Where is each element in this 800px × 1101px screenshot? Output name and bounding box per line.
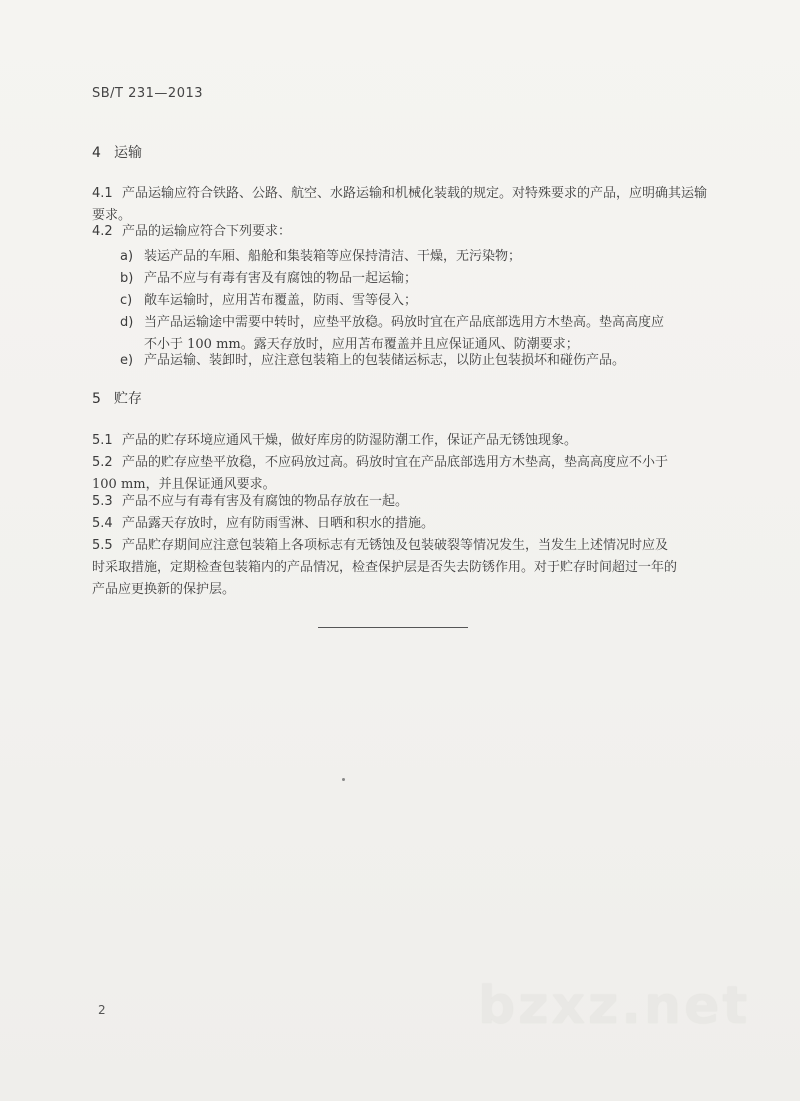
section-4-heading <box>92 142 142 162</box>
item-letter: d) <box>120 315 134 330</box>
list-item-e <box>120 350 710 372</box>
item-text: 装运产品的车厢、船舱和集装箱等应保持清洁、干燥，无污染物； <box>144 249 522 264</box>
end-of-text-rule <box>318 627 468 628</box>
clause-text-continued: 产品应更换新的保护层。 <box>92 582 236 597</box>
clause-text-continued: 时采取措施，定期检查包装箱内的产品情况，检查保护层是否失去防锈作用。对于贮存时间超过一年的 <box>92 560 678 575</box>
clause-number: 5.2 <box>92 455 113 470</box>
clause-5-3 <box>92 491 712 513</box>
clause-4-2 <box>92 221 712 243</box>
clause-text: 产品的运输应符合下列要求： <box>122 224 292 239</box>
item-text: 产品运输、装卸时，应注意包装箱上的包装储运标志，以防止包装损坏和碰伤产品。 <box>144 353 626 368</box>
clause-number: 5.3 <box>92 494 113 509</box>
list-item-c <box>120 290 710 312</box>
clause-5-1 <box>92 430 712 452</box>
item-text: 当产品运输途中需要中转时，应垫平放稳。码放时宜在产品底部选用方木垫高。垫高高度应 <box>144 315 665 330</box>
section-title: 运输 <box>114 145 142 161</box>
section-number: 4 <box>92 145 101 161</box>
clause-number: 5.1 <box>92 433 113 448</box>
clause-text: 产品贮存期间应注意包装箱上各项标志有无锈蚀及包装破裂等情况发生，当发生上述情况时应及 <box>122 538 669 553</box>
clause-number: 5.5 <box>92 538 113 553</box>
clause-text: 产品运输应符合铁路、公路、航空、水路运输和机械化装载的规定。对特殊要求的产品，应明确其运输要求。 <box>92 186 708 223</box>
section-5-heading <box>92 388 142 408</box>
item-letter: c) <box>120 293 133 308</box>
section-number: 5 <box>92 391 101 407</box>
clause-text: 产品的贮存环境应通风干燥，做好库房的防湿防潮工作，保证产品无锈蚀现象。 <box>122 433 578 448</box>
item-text: 敞车运输时，应用苫布覆盖，防雨、雪等侵入； <box>144 293 418 308</box>
page-number: 2 <box>98 1003 106 1017</box>
clause-text: 产品露天存放时，应有防雨雪淋、日晒和积水的措施。 <box>122 516 435 531</box>
section-title: 贮存 <box>114 391 142 407</box>
item-text-continued: 不小于 100 mm。露天存放时，应用苫布覆盖并且应保证通风、防潮要求； <box>144 337 579 352</box>
clause-5-2 <box>92 452 712 496</box>
item-letter: b) <box>120 271 134 286</box>
watermark: bzxz.net <box>478 976 751 1036</box>
list-item-b <box>120 268 710 290</box>
item-letter: e) <box>120 353 134 368</box>
scan-speck <box>342 778 345 781</box>
clause-5-4 <box>92 513 712 535</box>
clause-number: 4.2 <box>92 224 113 239</box>
clause-number: 4.1 <box>92 186 113 201</box>
clause-text-continued: 100 mm，并且保证通风要求。 <box>92 477 276 492</box>
item-text: 产品不应与有毒有害及有腐蚀的物品一起运输； <box>144 271 418 286</box>
clause-text: 产品的贮存应垫平放稳，不应码放过高。码放时宜在产品底部选用方木垫高，垫高高度应不小于 <box>122 455 669 470</box>
clause-text: 产品不应与有毒有害及有腐蚀的物品存放在一起。 <box>122 494 409 509</box>
document-code: SB/T 231—2013 <box>92 86 204 101</box>
clause-number: 5.4 <box>92 516 113 531</box>
list-item-a <box>120 246 710 268</box>
clause-5-5 <box>92 535 712 601</box>
item-letter: a) <box>120 249 134 264</box>
